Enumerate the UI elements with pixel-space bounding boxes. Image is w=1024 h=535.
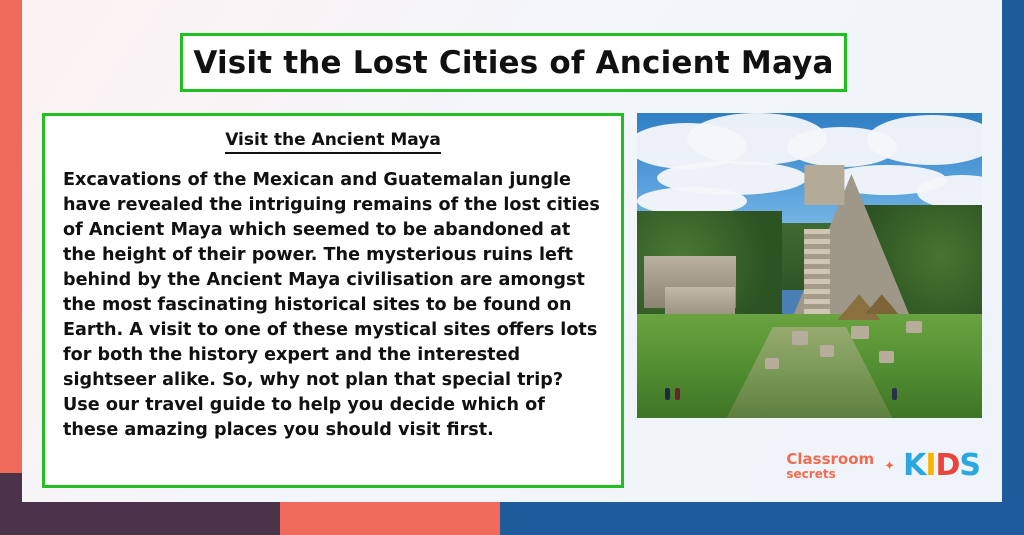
photo-stone-block: [906, 321, 922, 333]
section-subheading: [63, 130, 603, 150]
star-icon: ✦: [884, 457, 896, 473]
photo-pyramid-temple-crown: [804, 165, 844, 205]
photo-stone-block: [820, 345, 834, 357]
photo-visitor: [665, 388, 670, 400]
classroom-secrets-kids-logo: [786, 448, 980, 483]
text-panel: [42, 113, 624, 488]
photo-visitor: [675, 388, 680, 400]
kids-letter-k: K: [903, 448, 926, 483]
classroom-secrets-wordmark: [786, 449, 875, 481]
photo-stone-block: [851, 326, 869, 339]
maya-pyramid-photo: [637, 113, 982, 418]
photo-stone-block: [765, 358, 779, 369]
page-title-text: Visit the Lost Cities of Ancient Maya: [193, 44, 834, 81]
photo-visitor: [892, 388, 897, 400]
photo-stone-block: [879, 351, 894, 363]
kids-letter-s: S: [959, 448, 980, 483]
page-title: [180, 33, 847, 92]
logo-line-secrets: secrets: [786, 466, 836, 481]
kids-wordmark: [903, 448, 980, 483]
logo-line-classroom: Classroom: [786, 449, 875, 468]
kids-letter-i: I: [925, 448, 936, 483]
body-paragraph: Excavations of the Mexican and Guatemalan jungle have revealed the intriguing remains of the lost cities of Ancient Maya which seemed to be abandoned at the height of their power. The mysterious ruins left behind by the Ancient Maya civilisation are amongst the most fascinating historical sites to be found on Earth. A visit to one of these mystical sites offers lots for both the history expert and the interested sightseer alike. So, why not plan that special trip? Use our travel guide to help you decide which of these amazing places you should visit first.: [63, 170, 600, 440]
photo-stone-block: [792, 331, 808, 345]
kids-letter-d: D: [935, 448, 960, 483]
section-subheading-text: Visit the Ancient Maya: [225, 130, 441, 154]
